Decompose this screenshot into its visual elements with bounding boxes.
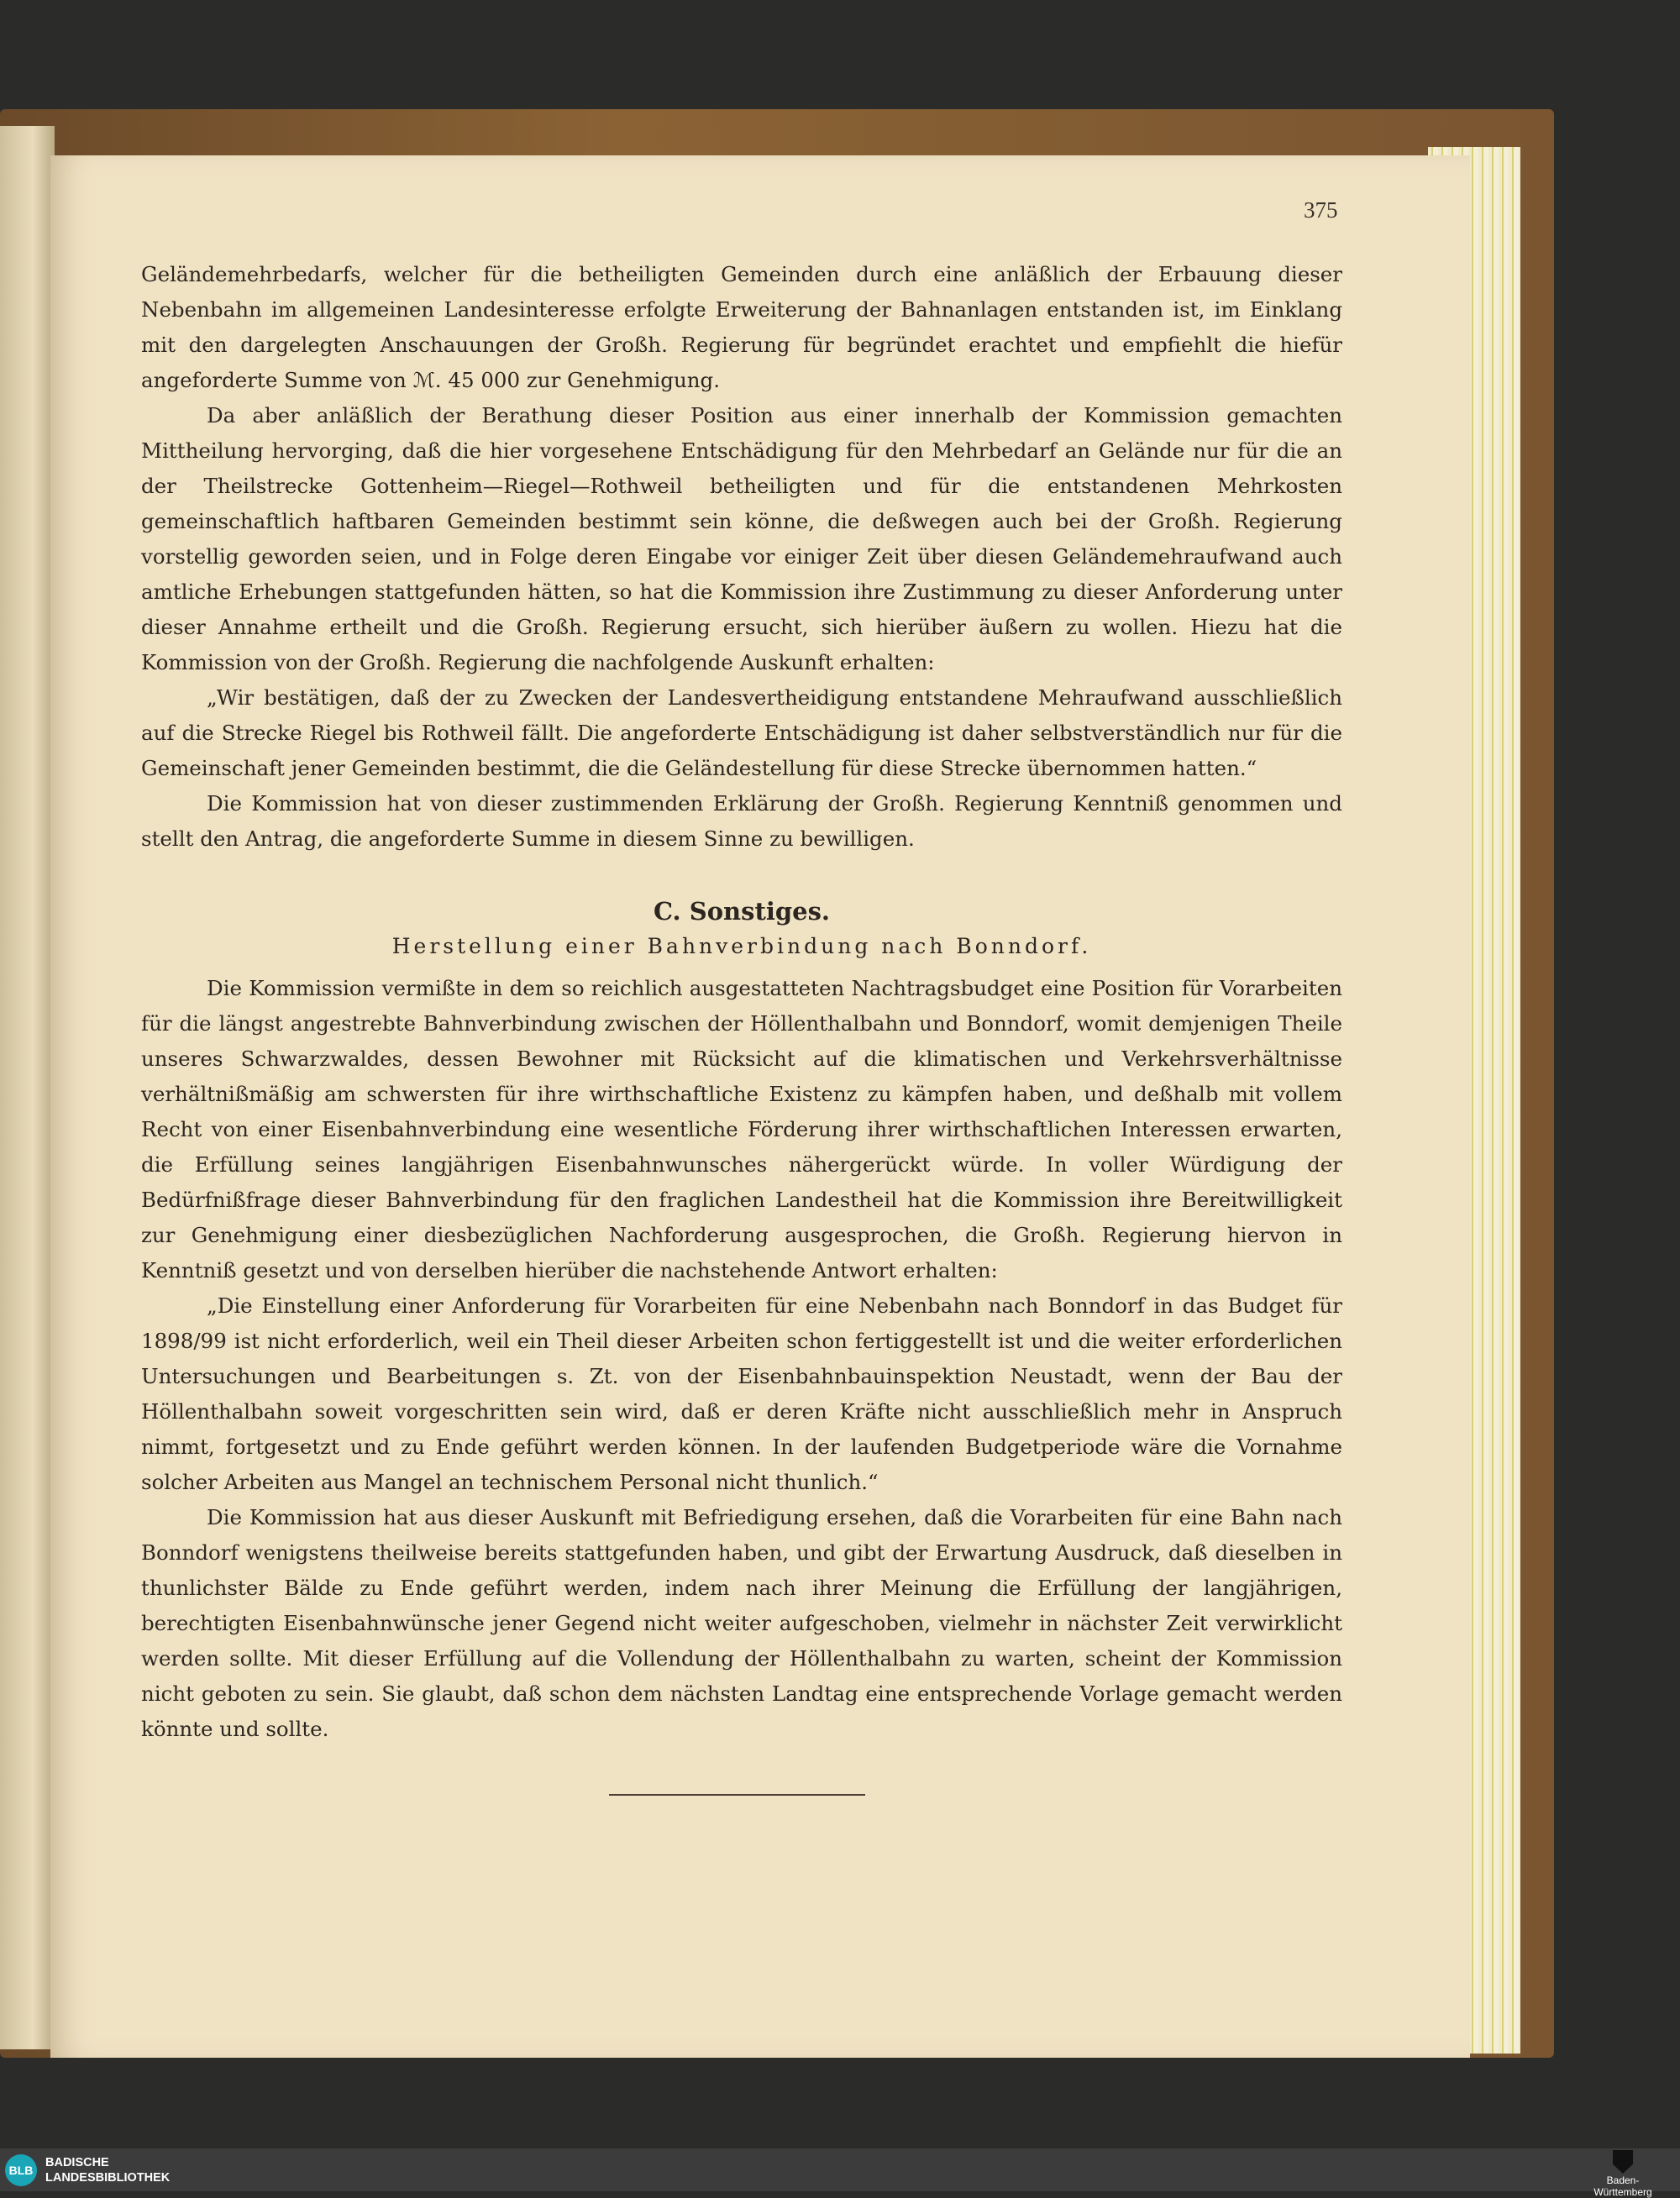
section-heading: C. Sonstiges. bbox=[653, 897, 831, 926]
paragraph: Die Kommission hat von dieser zustimmenden Erklärung der Großh. Regierung Kenntniß genommen und stellt den Antrag, die angeforderte Summe in diesem Sinne zu bewilligen. bbox=[141, 791, 1342, 851]
coat-of-arms-icon bbox=[1613, 2150, 1633, 2174]
closing-rule bbox=[609, 1794, 865, 1796]
page-body bbox=[141, 257, 1342, 1747]
state-label: Baden-Württemberg bbox=[1593, 2174, 1652, 2198]
library-name-line1: BADISCHE bbox=[45, 2156, 109, 2169]
library-name-line2: LANDESBIBLIOTHEK bbox=[45, 2171, 171, 2185]
paragraph-continuation: Geländemehrbedarfs, welcher für die betheiligten Gemeinden durch eine anläßlich der Erbauung dieser Nebenbahn im allgemeinen Landesinteresse erfolgte Erweiterung der Bahnanlagen entstanden ist, im Einklang mit den dargelegten Anschauungen der Großh. Regierung für begründet erachtet und empfiehlt die hiefür angeforderte Summe von ℳ. 45 000 zur Genehmigung. bbox=[141, 262, 1342, 392]
paragraph: Die Kommission vermißte in dem so reichlich ausgestatteten Nachtragsbudget eine Position für Vorarbeiten für die längst angestrebte Bahnverbindung zwischen der Höllenthalbahn und Bonndorf, womit demjenigen Theile unseres Schwarzwaldes, dessen Bewohner mit Rücksicht auf die klimatischen und Verkehrsverhältnisse verhältnißmäßig am schwersten für ihre wirthschaftliche Existenz zu kämpfen haben, und deßhalb mit vollem Recht von einer Eisenbahnverbindung eine wesentliche Förderung ihrer wirthschaftlichen Interessen erwarten, die Erfüllung seines langjährigen Eisenbahnwunsches nähergerückt würde. In voller Würdigung der Bedürfnißfrage dieser Bahnverbindung für den fraglichen Landestheil hat die Kommission ihre Bereitwilligkeit zur Genehmigung einer diesbezüglichen Nachforderung ausgesprochen, die Großh. Regierung hiervon in Kenntniß gesetzt und von derselben hierüber die nachstehende Antwort erhalten: bbox=[141, 976, 1342, 1283]
page-number: 375 bbox=[1304, 197, 1338, 223]
state-logo[interactable] bbox=[1578, 2150, 1668, 2198]
footer-bar bbox=[0, 2148, 1680, 2191]
library-name[interactable] bbox=[45, 2155, 170, 2185]
paragraph: Die Kommission hat aus dieser Auskunft mit Befriedigung ersehen, daß die Vorarbeiten für eine Bahn nach Bonndorf wenigstens theilweise bereits stattgefunden haben, und gibt der Erwartung Ausdruck, daß dieselben in thunlichster Bälde zu Ende geführt werden, indem nach ihrer Meinung die Erfüllung der langjährigen, berechtigten Eisenbahnwünsche jener Gegend nicht weiter aufgeschoben, vielmehr in nächster Zeit verwirklicht werden sollte. Mit dieser Erfüllung auf die Vollendung der Höllenthalbahn zu warten, scheint der Kommission nicht geboten zu sein. Sie glaubt, daß schon dem nächsten Landtag eine entsprechende Vorlage gemacht werden könnte und sollte. bbox=[141, 1505, 1342, 1741]
paragraph: Da aber anläßlich der Berathung dieser Position aus einer innerhalb der Kommission gemachten Mittheilung hervorging, daß die hier vorgesehene Entschädigung für den Mehrbedarf an Gelände nur für die an der Theilstrecke Gottenheim—Riegel—Rothweil betheiligten und für die entstandenen Mehrkosten gemeinschaftlich haftbaren Gemeinden bestimmt sein könne, die deßwegen auch bei der Großh. Regierung vorstellig geworden seien, und in Folge deren Eingabe vor einiger Zeit über diesen Geländemehraufwand auch amtliche Erhebungen stattgefunden hätten, so hat die Kommission ihre Zustimmung zu dieser Anforderung unter dieser Annahme ertheilt und die Großh. Regierung ersucht, sich hierüber äußern zu wollen. Hiezu hat die Kommission von der Großh. Regierung die nachfolgende Auskunft erhalten: bbox=[141, 403, 1342, 674]
paragraph-quote: „Die Einstellung einer Anforderung für Vorarbeiten für eine Nebenbahn nach Bonndorf in das Budget für 1898/99 ist nicht erforderlich, weil ein Theil dieser Arbeiten schon fertiggestellt ist und die weiter erforderlichen Untersuchungen und Bearbeitungen s. Zt. von der Eisenbahnbauinspektion Neustadt, wenn der Bau der Höllenthalbahn soweit vorgeschritten sein wird, daß er deren Kräfte nicht ausschließlich mehr in Anspruch nimmt, fortgesetzt und zu Ende geführt werden können. In der laufenden Budgetperiode wäre die Vornahme solcher Arbeiten aus Mangel an technischem Personal nicht thunlich.“ bbox=[141, 1293, 1342, 1494]
paragraph-quote: „Wir bestätigen, daß der zu Zwecken der Landesvertheidigung entstandene Mehraufwand ausschließlich auf die Strecke Riegel bis Rothweil fällt. Die angeforderte Entschädigung ist daher selbstverständlich nur für die Gemeinschaft jener Gemeinden bestimmt, die die Geländestellung für diese Strecke übernommen hatten.“ bbox=[141, 685, 1342, 780]
blb-logo-icon[interactable]: BLB bbox=[5, 2154, 37, 2186]
section-subheading: Herstellung einer Bahnverbindung nach Bonndorf. bbox=[391, 934, 1092, 958]
book-spine bbox=[0, 126, 55, 2049]
